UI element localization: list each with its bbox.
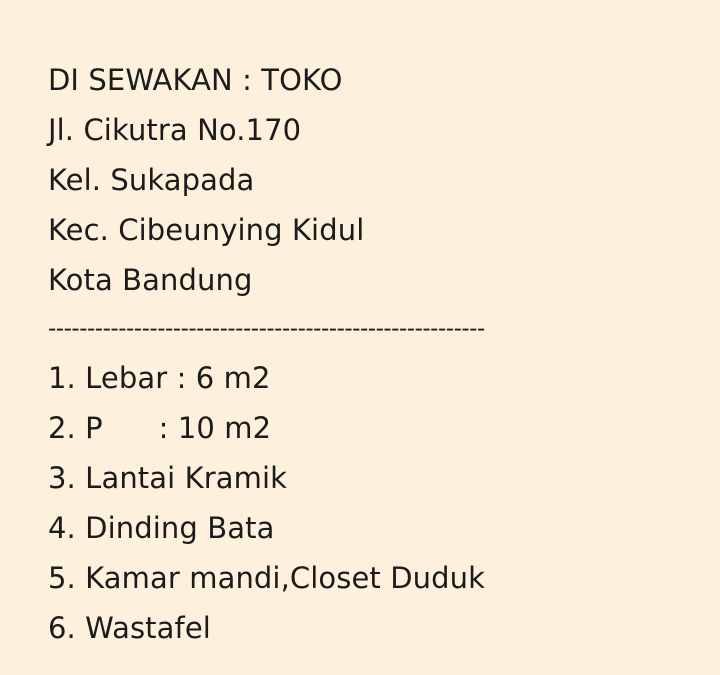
list-item: 6. Wastafel bbox=[48, 611, 211, 645]
list-item: 4. Dinding Bata bbox=[48, 511, 275, 545]
address-street: Jl. Cikutra No.170 bbox=[48, 113, 302, 147]
list-item: 2. P : 10 m2 bbox=[48, 411, 272, 445]
list-item: 5. Kamar mandi,Closet Duduk bbox=[48, 561, 485, 595]
address-kelurahan: Kel. Sukapada bbox=[48, 163, 255, 197]
list-item: 1. Lebar : 6 m2 bbox=[48, 361, 271, 395]
divider: -------------------------------------------------------- bbox=[48, 316, 485, 342]
address-city: Kota Bandung bbox=[48, 263, 253, 297]
address-kecamatan: Kec. Cibeunying Kidul bbox=[48, 213, 365, 247]
list-item: 3. Lantai Kramik bbox=[48, 461, 288, 495]
heading-title: DI SEWAKAN : TOKO bbox=[48, 63, 343, 97]
specifications-list bbox=[48, 353, 680, 653]
header-block bbox=[48, 55, 680, 305]
